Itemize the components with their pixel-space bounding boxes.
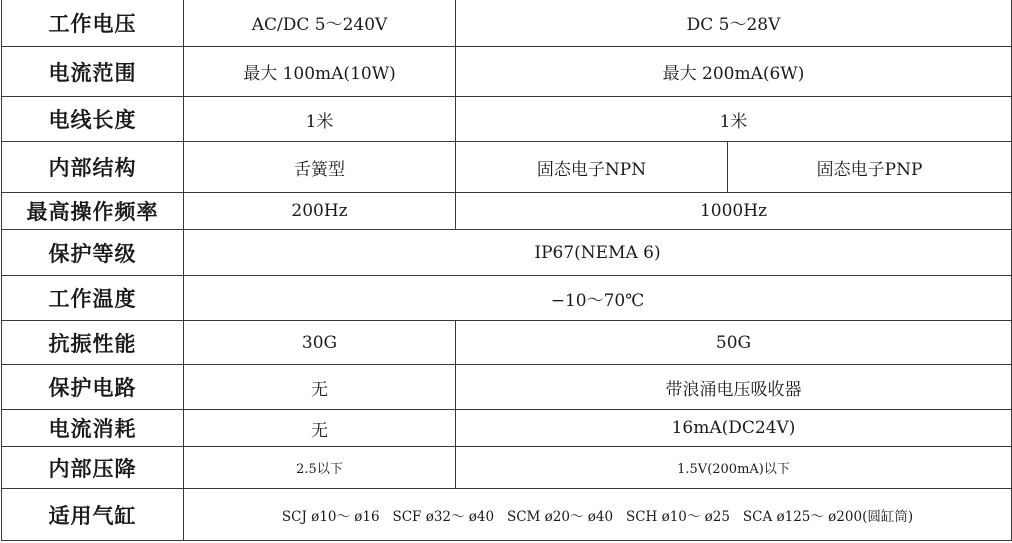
table-cell: 1米: [184, 97, 456, 142]
table-cell: 1.5V(200mA)以下: [456, 447, 1012, 489]
table-cell: 无: [184, 365, 456, 410]
table-cell: 最大 100mA(10W): [184, 47, 456, 97]
row-header: 最高操作频率: [2, 193, 184, 230]
table-cell: SCJ ø10～ ø16 SCF ø32～ ø40 SCM ø20～ ø40 SCH ø10～ ø25 SCA ø125～ ø200(圆缸筒): [184, 489, 1012, 541]
row-header: 电流范围: [2, 47, 184, 97]
row-header: 电线长度: [2, 97, 184, 142]
table-row: [2, 142, 1012, 193]
table-row: [2, 0, 1012, 47]
row-header: 内部压降: [2, 447, 184, 489]
table-row: [2, 447, 1012, 489]
table-row: [2, 276, 1012, 321]
row-header: 保护等级: [2, 230, 184, 276]
table-row: [2, 489, 1012, 541]
table-cell: 16mA(DC24V): [456, 410, 1012, 447]
table-cell: 50G: [456, 321, 1012, 365]
row-header: 内部结构: [2, 142, 184, 193]
spec-table: [1, 0, 1012, 541]
table-cell: 30G: [184, 321, 456, 365]
row-header: 工作电压: [2, 0, 184, 47]
table-cell: DC 5～28V: [456, 0, 1012, 47]
row-header: 适用气缸: [2, 489, 184, 541]
table-cell: 1米: [456, 97, 1012, 142]
table-cell: AC/DC 5～240V: [184, 0, 456, 47]
table-row: [2, 365, 1012, 410]
row-header: 抗振性能: [2, 321, 184, 365]
row-header: 保护电路: [2, 365, 184, 410]
table-row: [2, 97, 1012, 142]
table-cell: 最大 200mA(6W): [456, 47, 1012, 97]
table-cell: 固态电子NPN: [456, 142, 728, 193]
row-header: 工作温度: [2, 276, 184, 321]
table-cell: 无: [184, 410, 456, 447]
table-cell: IP67(NEMA 6): [184, 230, 1012, 276]
table-cell: 带浪涌电压吸收器: [456, 365, 1012, 410]
table-cell: 2.5以下: [184, 447, 456, 489]
table-row: [2, 193, 1012, 230]
table-cell: 200Hz: [184, 193, 456, 230]
row-header: 电流消耗: [2, 410, 184, 447]
table-row: [2, 47, 1012, 97]
table-cell: 舌簧型: [184, 142, 456, 193]
table-cell: −10～70℃: [184, 276, 1012, 321]
table-row: [2, 321, 1012, 365]
table-row: [2, 410, 1012, 447]
table-cell: 固态电子PNP: [728, 142, 1012, 193]
table-row: [2, 230, 1012, 276]
table-cell: 1000Hz: [456, 193, 1012, 230]
